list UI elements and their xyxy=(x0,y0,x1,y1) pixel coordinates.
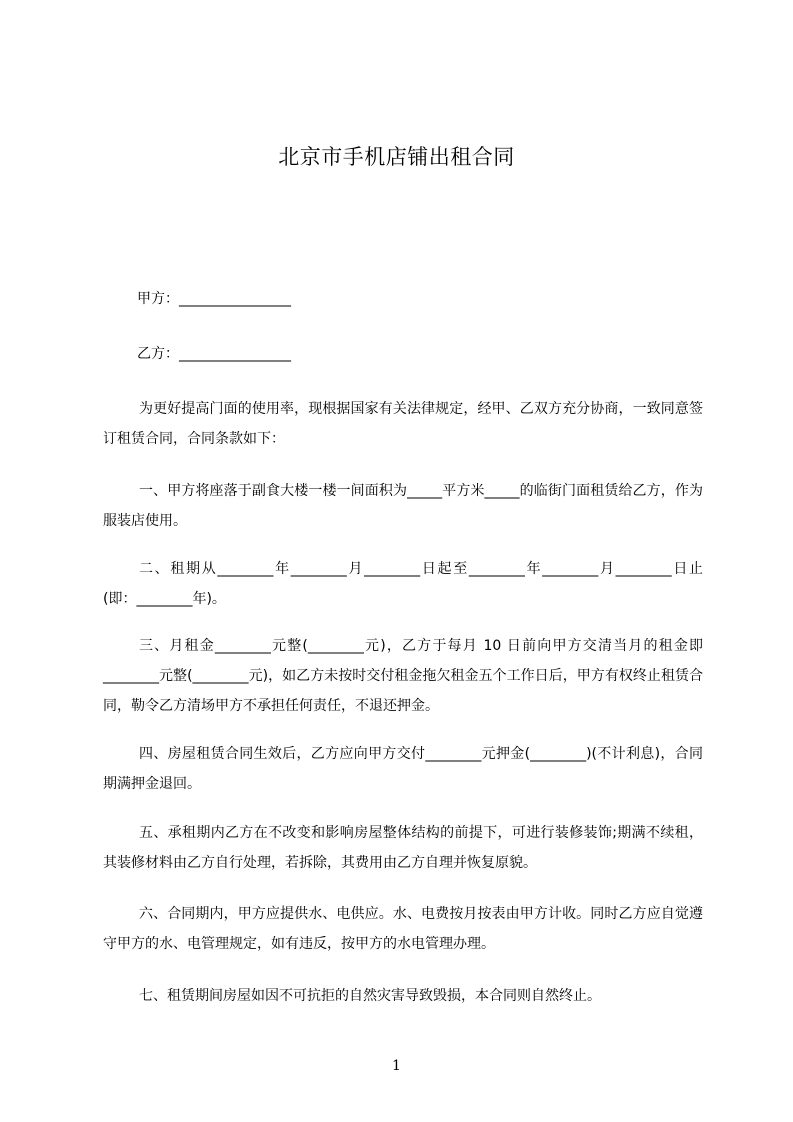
clause-6-paragraph: 六、合同期内，甲方应提供水、电供应。水、电费按月按表由甲方计收。同时乙方应自觉遵守甲方的水、电管理规定，如有违反，按甲方的水电管理办理。 xyxy=(103,906,703,952)
document-title: 北京市手机店铺出租合同 xyxy=(278,145,515,169)
intro-paragraph: 为更好提高门面的使用率，现根据国家有关法律规定，经甲、乙双方充分协商，一致同意签订租赁合同，合同条款如下： xyxy=(103,401,703,447)
clause-7-paragraph: 七、租赁期间房屋如因不可抗拒的自然灾害导致毁损，本合同则自然终止。 xyxy=(139,988,601,1004)
party-b-line: 乙方：________________ xyxy=(137,346,291,362)
page-number: 1 xyxy=(392,1058,401,1074)
clause-1-paragraph: 一、甲方将座落于副食大楼一楼一间面积为_____平方米_____的临街门面租赁给乙方，作为服装店使用。 xyxy=(103,483,703,529)
clause-5-paragraph: 五、承租期内乙方在不改变和影响房屋整体结构的前提下，可进行装修装饰;期满不续租，其装修材料由乙方自行处理，若拆除，其费用由乙方自理并恢复原貌。 xyxy=(103,825,703,871)
party-a-line: 甲方：________________ xyxy=(137,291,291,307)
clause-3-paragraph: 三、月租金________元整(________元)，乙方于每月 10 日前向甲方交清当月的租金即________元整(________元)，如乙方未按时交付租金拖欠租金五个工作日后，甲方有权终止租赁合同，勒令乙方清场甲方不承担任何责任，不退还押金。 xyxy=(103,638,703,714)
clause-2-paragraph: 二、租期从________年________月________日起至________年________月________日止(即：________年)。 xyxy=(103,561,703,607)
clause-4-paragraph: 四、房屋租赁合同生效后，乙方应向甲方交付________元押金(________)(不计利息)，合同期满押金退回。 xyxy=(103,746,703,792)
